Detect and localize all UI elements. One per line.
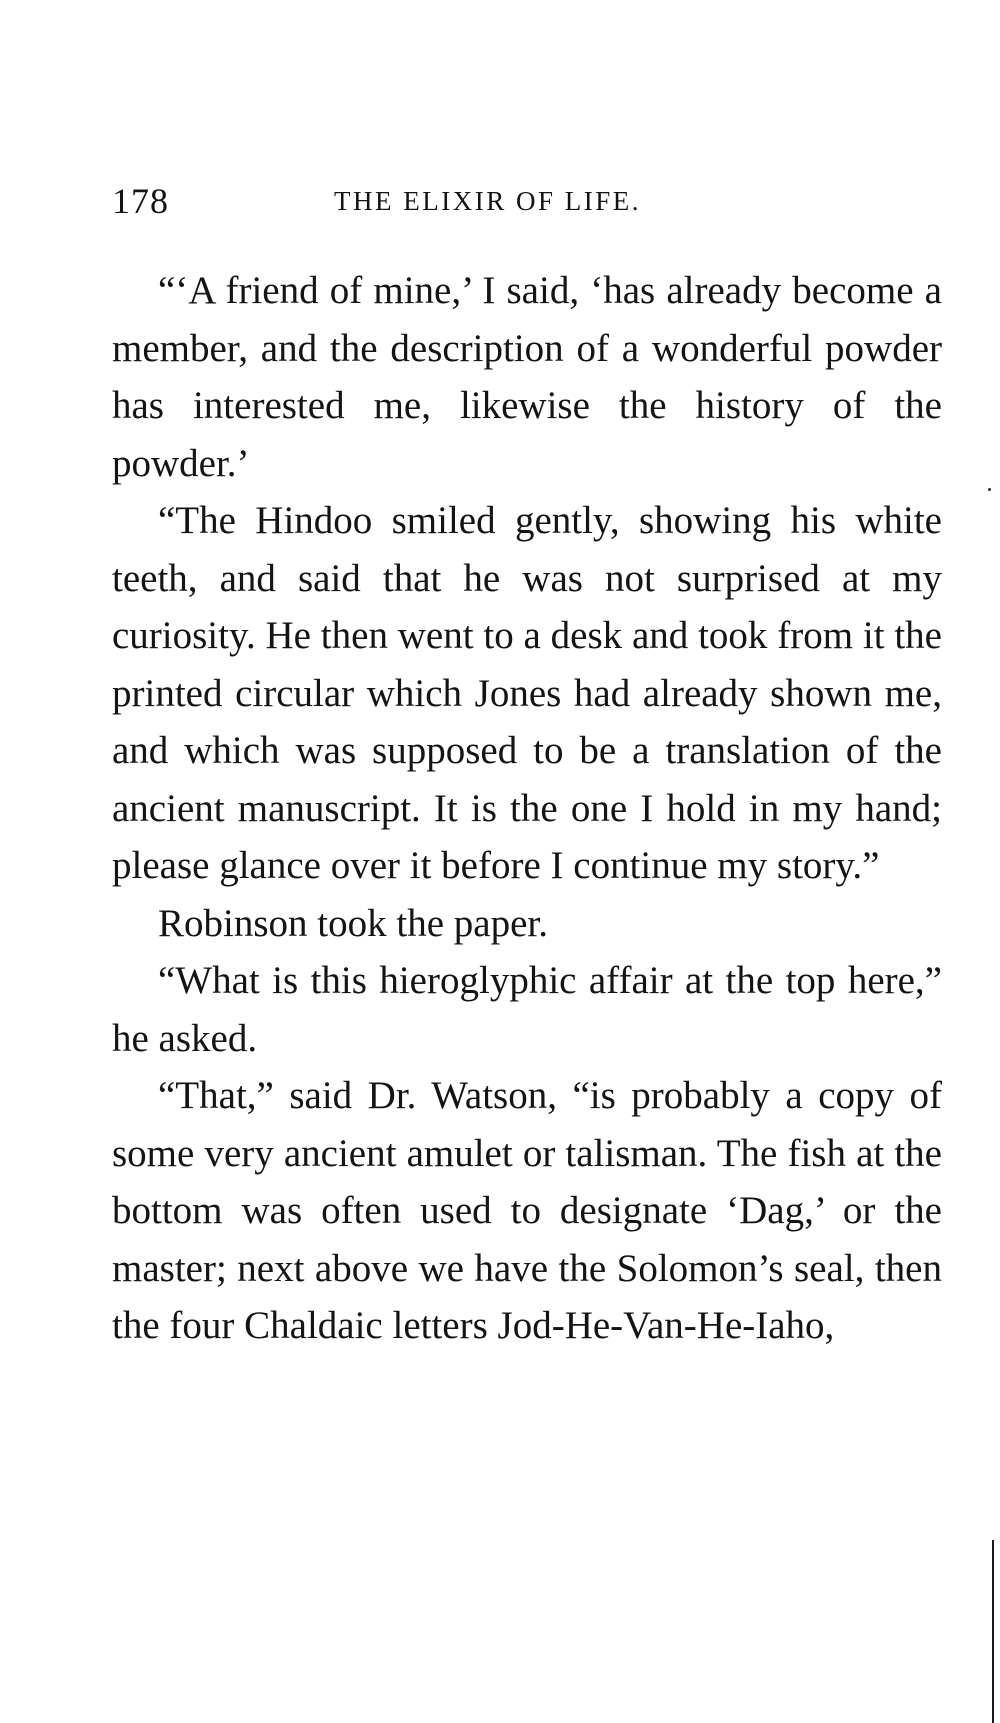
paragraph-1: “‘A friend of mine,’ I said, ‘has already become a member, and the description of a wonderful powder has interested me, likewise the history of the powder.’ [112, 269, 942, 485]
paragraph-4: “What is this hieroglyphic affair at the top here,” he asked. [112, 959, 942, 1060]
running-title: THE ELIXIR OF LIFE. [334, 186, 641, 216]
running-head [112, 180, 942, 230]
page-number: 178 [112, 181, 169, 221]
page-edge-shadow [992, 1540, 994, 1723]
scan-speck [988, 488, 991, 491]
body-text [112, 262, 942, 1355]
paragraph-2: “The Hindoo smiled gently, showing his white teeth, and said that he was not surprised at my curiosity. He then went to a desk and took from it the printed circular which Jones had already shown me, and which was supposed to be a translation of the ancient manuscript. It is the one I hold in my hand; please glance over it before I continue my story.” [112, 499, 942, 887]
paragraph-5: “That,” said Dr. Watson, “is probably a copy of some very ancient amulet or talisman. The fish at the bottom was often used to designate ‘Dag,’ or the master; next above we have the Solomon’s seal, then the four Chaldaic letters Jod-He-Van-He-Iaho, [112, 1074, 942, 1347]
paragraph-3: Robinson took the paper. [158, 901, 548, 945]
